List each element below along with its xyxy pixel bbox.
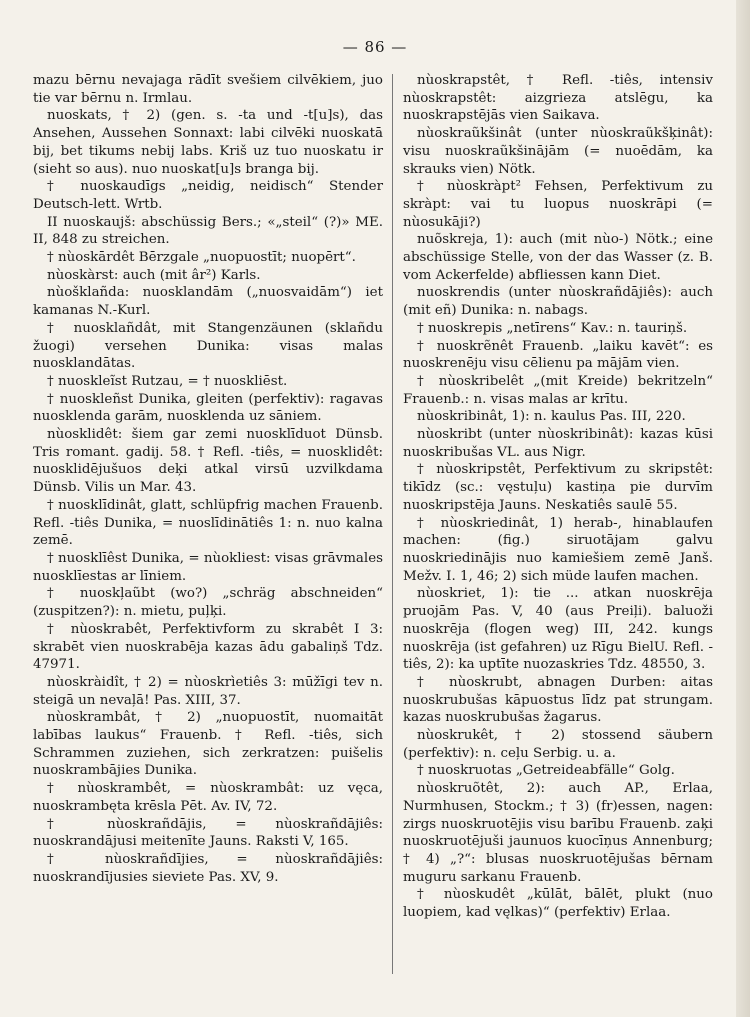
dictionary-entry: † nùoskribelêt „(mit Kreide) bekritzeln“ Frauenb.: n. visas malas ar krītu. <box>403 373 713 407</box>
dictionary-entry: nuoskats, † 2) (gen. s. -ta und -t[u]s), das Ansehen, Aussehen Sonnaxt: labi cilvēki nuoskatā bij, bet tikums nebij labs. Kriš uz tuo nuoskatu ir (sieht so aus). nuo nuoskat[u]s branga bij. <box>33 108 383 177</box>
dictionary-entry: † nuosklīdinât, glatt, schlüpfrig machen Frauenb. Refl. -tiês Dunika, = nuoslīdinātiês 1: n. nuo kalna zemē. <box>33 497 383 549</box>
dictionary-entry: II nuoskaujš: abschüssig Bers.; «„steil“ (?)» ME. II, 848 zu streichen. <box>33 214 383 248</box>
left-column <box>33 72 383 886</box>
dictionary-entry: † nùoskrubt, abnagen Durben: aitas nuoskrubušas kāpuostus līdz pat strungam. kazas nuoskrubušas žagarus. <box>403 674 713 726</box>
dictionary-entry: † nùoskràpt² Fehsen, Perfektivum zu skràpt: vai tu luopus nuoskrāpi (= nùosukāji?) <box>403 179 713 230</box>
dictionary-entry: nùoskribt (unter nùoskribinât): kazas kūsi nuoskribušas VL. aus Nigr. <box>403 427 713 460</box>
dictionary-entry: nuoskrendis (unter nùoskrañdājiês): auch (mit eñ) Dunika: n. nabags. <box>403 285 713 319</box>
dictionary-entry: † nùoskripstêt, Perfektivum zu skripstêt: tikīdz (sc.: vęstuļu) kastiņa pie durvīm nuoskripstēja Jauns. Neskatiês saulē 55. <box>403 462 713 513</box>
dictionary-entry: † nùoskrañdājis, = nùoskrañdājiês: nuoskrandājusi meitenīte Jauns. Raksti V, 165. <box>33 816 383 850</box>
dictionary-entry: † nùoskrañdījies, = nùoskrañdājiês: nuoskrandījusies sieviete Pas. XV, 9. <box>33 851 383 885</box>
dictionary-entry: † nuoskleĩst Rutzau, = † nuoskliēst. <box>47 373 288 389</box>
dictionary-entry: nùošklañda: nuosklandām („nuosvaidām“) iet kamanas N.-Kurl. <box>33 285 383 319</box>
dictionary-entry: nùoskàrst: auch (mit âr²) Karls. <box>47 267 261 283</box>
dictionary-entry: † nuosklañdât, mit Stangenzäunen (sklañdu žuogi) versehen Dunika: visas malas nuosklandātas. <box>33 320 383 372</box>
dictionary-entry: † nùoskrabêt, Perfektivform zu skrabêt I 3: skrabēt vien nuoskrabēja kazas ādu gabaliņš Tdz. 47971. <box>33 621 383 673</box>
right-column <box>403 72 713 922</box>
dictionary-entry: nùoskrambât, † 2) „nuopuostīt, nuomaitāt labības laukus“ Frauenb. † Refl. -tiês, sich Schrammen zuziehen, sich zerkratzen: puišelis nuoskrambājies Dunika. <box>33 710 383 779</box>
dictionary-entry: † nùoskārdêt Bērzgale „nuopuostīt; nuopērt“. <box>47 250 356 266</box>
dictionary-entry: † nuoskaudīgs „neidig, neidisch“ Stender Deutsch-lett. Wrtb. <box>33 179 383 212</box>
page-edge <box>736 0 750 1017</box>
column-divider <box>392 74 393 974</box>
dictionary-entry: mazu bērnu nevajaga rādīt svešiem cilvēkiem, juo tie var bērnu n. Irmlau. <box>33 73 383 106</box>
page-number: — 86 — <box>342 38 408 56</box>
dictionary-entry: † nùoskriedinât, 1) herab-, hinablaufen machen: (fig.) siruotājam galvu nuoskriedinājis nuo kamiešiem zemē Janš. Mežv. I. 1, 46; 2) sich müde laufen machen. <box>403 515 713 584</box>
dictionary-entry: † nuoskrepis „netīrens“ Kav.: n. tauriņš. <box>417 320 688 336</box>
dictionary-entry: nùoskruõtêt, 2): auch AP., Erlaa, Nurmhusen, Stockm.; † 3) (fr)essen, nagen: zirgs nuoskruotējis visu barību Frauenb. zaķi nuoskruotējuši jaunuos kuocīņus Annenburg; † 4) „?“: blusas nuoskruotējušas bērnam muguru sarkanu Frauenb. <box>403 781 713 885</box>
dictionary-entry: nùoskràidît, † 2) = nùoskrìetiês 3: mūžīgi tev n. steigā un nevaļā! Pas. XIII, 37. <box>33 674 383 708</box>
dictionary-entry: nuõskreja, 1): auch (mit nùo-) Nötk.; eine abschüssige Stelle, von der das Wasser (z. B. vom Ackerfelde) abfliessen kann Diet. <box>403 232 713 283</box>
dictionary-entry: † nuosklīêst Dunika, = nùokliest: visas grāvmales nuosklīestas ar līniem. <box>33 550 383 584</box>
dictionary-entry: nùosklidêt: šiem gar zemi nuosklīduot Dünsb. Tris romant. gadij. 58. † Refl. -tiês, = nuosklidêt: nuosklidējušuos deķi atkal virsū uzvilkdama Dünsb. Vilis un Mar. 43. <box>33 427 383 496</box>
dictionary-entry: † nuoskrẽnêt Frauenb. „laiku kavēt“: es nuoskrenēju visu cēlienu pa mājām vien. <box>403 338 713 372</box>
dictionary-entry: † nuoskļaũbt (wo?) „schräg abschneiden“ (zuspitzen?): n. mietu, puļķi. <box>33 586 383 620</box>
dictionary-entry: † nuoskleñst Dunika, gleiten (perfektiv): ragavas nuosklenda garām, nuosklenda uz sāniem. <box>33 391 383 425</box>
dictionary-entry: † nuoskruotas „Getreideabfälle“ Golg. <box>417 763 675 779</box>
dictionary-entry: nùoskraũkšinât (unter nùoskraũkšķinât): visu nuoskraũkšinājām (= nuoēdām, ka skrauks vien) Nötk. <box>403 126 713 177</box>
dictionary-entry: † nùoskudêt „kūlāt, bālēt, plukt (nuo luopiem, kad vęlkas)“ (perfektiv) Erlaa. <box>403 887 713 921</box>
dictionary-entry: nùoskriet, 1): tie ... atkan nuoskrēja pruojām Pas. V, 40 (aus Preiļi). baluoži nuoskrēja (flogen weg) III, 242. kungs nuoskrēja (ist gefahren) uz Rīgu BielU. Refl. -tiês, 2): ka uptīte nuozaskries Tdz. 48550, 3. <box>403 586 713 673</box>
dictionary-entry: † nùoskrambêt, = nùoskrambât: uz vęca, nuoskrambęta krēsla Pēt. Av. IV, 72. <box>33 781 383 814</box>
dictionary-entry: nùoskrukêt, † 2) stossend säubern (perfektiv): n. ceļu Serbig. u. a. <box>403 728 713 761</box>
dictionary-entry: nùoskrapstêt, † Refl. -tiês, intensiv nùoskrapstêt: aizgrieza atslēgu, ka nuoskrapstējās vien Saikava. <box>403 73 713 124</box>
dictionary-entry: nùoskribinât, 1): n. kaulus Pas. III, 220. <box>417 409 686 425</box>
